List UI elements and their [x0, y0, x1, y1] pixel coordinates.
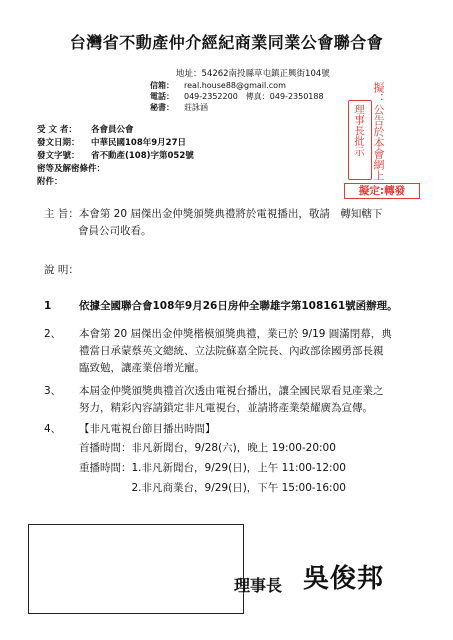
- phone-line: [150, 91, 324, 102]
- broadcast-heading: 【非凡電視台節目播出時間】: [79, 423, 216, 435]
- address-line: 地址：54262南投縣草屯鎮正興街104號: [176, 69, 330, 79]
- item-3-line: 努力，精彩內容請鎖定非凡電視台，並請將產業榮耀廣為宣傳。: [79, 402, 373, 414]
- approval-stamp-vertical: 擬：公告於本會網上: [372, 82, 385, 181]
- secretary-value: 莊詠涵: [184, 103, 208, 112]
- phone-value: 049-2352200 傳真：049-2350188: [184, 92, 324, 101]
- rerun-time-1: 重播時間：1.非凡新聞台，9/29(日)，上午 11:00-12:00: [79, 462, 346, 474]
- chairman-approval-stamp-text: 理事長批示: [353, 104, 365, 157]
- meta-doc-number: [37, 150, 194, 163]
- meta-value: 中華民國108年9月27日: [91, 138, 186, 148]
- secretary-line: [150, 102, 208, 113]
- item-3-line: 本屆金仲獎頒獎典禮首次透由電視台播出，讓全國民眾看見產業之: [79, 385, 384, 397]
- meta-value: 各會員公會: [91, 125, 134, 135]
- subject-line-2: 會員公司收看。: [78, 225, 152, 237]
- item-number: 4、: [44, 423, 62, 435]
- meta-key: 附件：: [37, 177, 63, 187]
- item-2-line: 禮當日承蒙蔡英文總統、立法院蘇嘉全院長、內政部徐國勇部長親: [79, 345, 384, 357]
- signatory-role: 理事長: [234, 576, 283, 595]
- meta-value: 省不動產(108)字第052號: [91, 151, 194, 161]
- item-2-line: 臨致勉，讓產業倍增光寵。: [79, 362, 205, 374]
- item-number: 1: [44, 300, 52, 312]
- explanation-label: 說 明：: [44, 264, 79, 276]
- meta-key: 受 文 者：: [37, 125, 77, 135]
- email-value: real.house88@gmail.com: [184, 81, 286, 90]
- document-title: 台灣省不動產仲介經紀商業同業公會聯合會: [69, 33, 384, 52]
- email-label: 信箱：: [150, 81, 174, 90]
- premiere-time: 首播時間：非凡新聞台，9/28(六)，晚上 19:00-20:00: [79, 442, 336, 454]
- secretary-label: 秘書：: [150, 103, 174, 112]
- item-number: 3、: [44, 385, 62, 397]
- meta-key: 發文日期：: [37, 138, 80, 148]
- meta-date: [37, 137, 186, 150]
- meta-recipient: [37, 124, 134, 137]
- subject-line-1: 主 旨：本會第 20 屆傑出金仲獎頒獎典禮將於電視播出，敬請 轉知轄下: [44, 208, 383, 220]
- meta-key: 發文字號：: [37, 151, 80, 161]
- signatory-name: 吳俊邦: [303, 564, 385, 594]
- meta-security: [37, 163, 105, 176]
- item-2-line: 本會第 20 屆傑出金仲獎楷模頒獎典禮，業已於 9/19 圓滿閉幕，典: [79, 328, 392, 340]
- signature-box: [28, 524, 244, 614]
- item-1-line: 依據全國聯合會108年9月26日房仲全聯雄字第108161號函辦理。: [79, 300, 398, 312]
- item-number: 2、: [44, 328, 62, 340]
- email-line: [150, 80, 286, 91]
- forward-stamp: 擬定:轉發: [344, 183, 420, 199]
- meta-attachment: [37, 176, 91, 189]
- phone-label: 電話：: [150, 92, 174, 101]
- meta-key: 密等及解密條件：: [37, 164, 106, 174]
- rerun-time-2: 2.非凡商業台，9/29(日)，下午 15:00-16:00: [79, 482, 346, 494]
